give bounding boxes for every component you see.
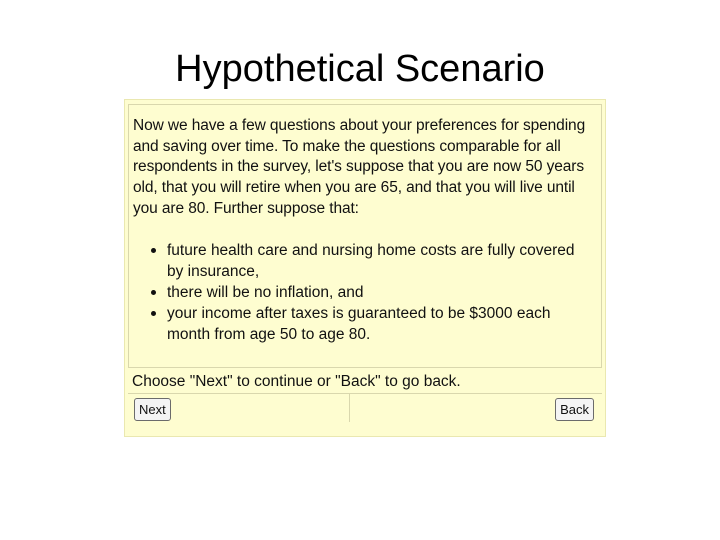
assumption-text: there will be no inflation, and: [167, 284, 364, 301]
assumption-text: your income after taxes is guaranteed to be $3000 each month from age 50 to age 80.: [167, 305, 551, 343]
list-item: [151, 303, 591, 345]
list-item: [151, 240, 591, 282]
bullet-icon: [151, 248, 156, 253]
assumption-text: future health care and nursing home costs are fully covered by insurance,: [167, 242, 575, 280]
nav-divider: [128, 393, 602, 394]
intro-text: Now we have a few questions about your preferences for spending and saving over time. To make the questions comparable for all respondents in the survey, let's suppose that you are now 50 years old, that you will retire when you are 65, and that you will live until you are 80. Further suppose that:: [133, 117, 586, 217]
list-item: [151, 282, 591, 303]
slide-title: Hypothetical Scenario: [175, 48, 545, 90]
navigation-prompt: Choose "Next" to continue or "Back" to go back.: [132, 373, 461, 390]
bullet-icon: [151, 290, 156, 295]
next-button[interactable]: Next: [134, 398, 171, 421]
question-panel: [128, 104, 602, 368]
bullet-icon: [151, 311, 156, 316]
survey-screen: [124, 99, 606, 437]
assumption-list: [151, 240, 591, 345]
back-button[interactable]: Back: [555, 398, 594, 421]
nav-split-divider: [349, 394, 350, 422]
